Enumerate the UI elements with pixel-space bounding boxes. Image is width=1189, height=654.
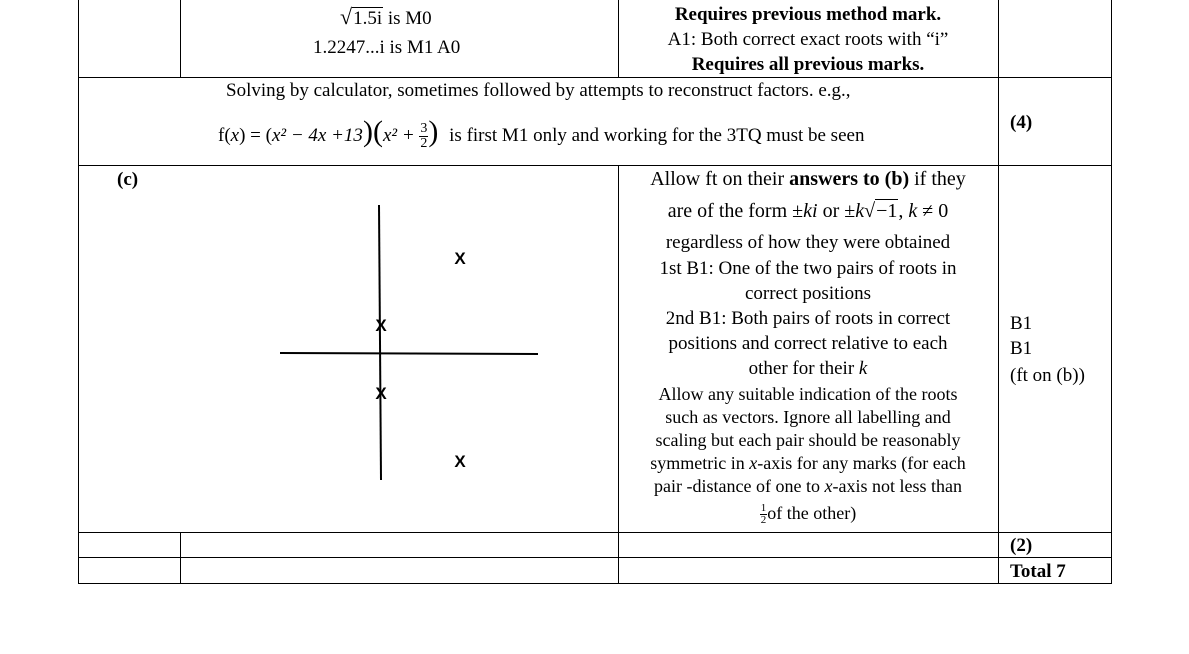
table-rule-col-left [78,0,79,584]
note-c-line-8 [619,358,997,380]
note-c-1c: if they [909,168,966,190]
note-c-13a: pair -distance of one to [654,476,825,496]
question-total: Total 7 [1010,561,1066,582]
mark-b1-first: B1 [1010,313,1033,334]
imaginary-axis [379,205,381,480]
part-c-marks-total: (2) [1010,535,1033,556]
note-c-line-14 [619,500,997,526]
answer-root-suffix: is M0 [387,8,432,29]
eq-var: x [230,125,240,146]
part-c-label: (c) [117,169,139,190]
root-marker-upper-right: X [454,249,466,268]
note-c-2root: −1 [876,200,898,222]
row2-marks: (4) [1010,112,1033,133]
eq-denominator: 2 [420,136,428,152]
note-c-12x: x [749,453,758,473]
table-rule-col-4 [998,0,999,584]
root-marker-lower-right: X [454,452,466,471]
table-rule-col-2-lower [180,532,181,584]
answer-root-value: 1.5i [353,8,383,29]
argand-diagram [270,200,570,500]
eq-numerator: 3 [420,121,428,137]
note-c-line-3: regardless of how they were obtained [665,232,951,253]
note-requires-previous-method: Requires previous method mark. [674,4,942,25]
note-c-13b: -axis not less than [832,476,962,496]
note-c-line-7: positions and correct relative to each [668,333,948,354]
note-c-13x: x [824,476,833,496]
table-rule-row3-bottom [78,532,1112,533]
note-c-2k3: k [908,200,918,222]
root-marker-upper-axis: X [375,316,387,335]
note-c-2i: i [812,200,818,222]
eq-body-2: x² + [382,125,415,146]
eq-prefix: f( [218,125,231,146]
eq-body-1: x² − 4x +13 [271,125,363,146]
note-c-12b: -axis for any marks (for each [757,453,966,473]
note-c-2k: k [803,200,813,222]
note-a1-exact-roots: A1: Both correct exact roots with “i” [667,29,949,50]
table-rule-row1-bottom [78,77,1112,78]
note-c-1a: Allow ft on their [650,168,790,190]
eq-open-2: ( [372,115,383,148]
note-c-1b: answers to (b) [789,168,910,190]
note-c-line-4: 1st B1: One of the two pairs of roots in [659,258,957,279]
note-c-line-10: such as vectors. Ignore all labelling and [665,407,951,427]
table-rule-bottom [78,583,1112,584]
note-c-line-2 [619,200,997,222]
eq-close-1: ) [362,115,373,148]
note-c-line-1 [619,168,997,190]
note-c-2k2: k [855,200,865,222]
note-c-line-6: 2nd B1: Both pairs of roots in correct [665,308,951,329]
note-c-line-5: correct positions [744,283,872,304]
note-c-8k: k [858,358,868,379]
note-c-2ne: ≠ 0 [917,200,949,222]
note-c-2or: or ± [817,200,856,222]
note-c-2sep: , [898,200,904,222]
answer-line-1 [340,6,432,30]
factor-equation-line [218,112,864,160]
eq-line-suffix: is first M1 only and working for the 3TQ must be seen [449,125,865,146]
note-c-line-13 [619,475,997,497]
note-c-14: of the other) [767,503,857,523]
mark-b1-second: B1 [1010,338,1033,359]
root-marker-lower-axis: X [375,384,387,403]
mark-ft-on-b: (ft on (b)) [1010,365,1085,386]
note-c-line-9: Allow any suitable indication of the roots [658,384,958,404]
eq-mid: ) = ( [239,125,272,146]
real-axis [280,353,538,354]
sqrt-symbol: √ [340,4,353,29]
eq-close-2: ) [428,115,439,148]
note-c-8a: other for their [748,358,859,379]
calculator-note-line: Solving by calculator, sometimes followed by attempts to reconstruct factors. e.g., [226,80,851,101]
note-c-half-den: 2 [760,514,767,527]
table-rule-col-2 [180,0,181,78]
note-c-line-11: scaling but each pair should be reasonably [655,430,961,450]
note-requires-all-previous: Requires all previous marks. [691,54,925,75]
table-rule-col-right [1111,0,1112,584]
note-c-2a: are of the form ± [667,200,804,222]
note-c-half-num: 1 [760,502,767,515]
note-c-line-12 [619,452,997,474]
note-c-2-sqrt: √ [864,200,876,222]
table-rule-row2-bottom [78,165,1112,166]
table-rule-row4-bottom [78,557,1112,558]
note-c-12a: symmetric in [650,453,750,473]
answer-line-2: 1.2247...i is M1 A0 [313,37,461,58]
